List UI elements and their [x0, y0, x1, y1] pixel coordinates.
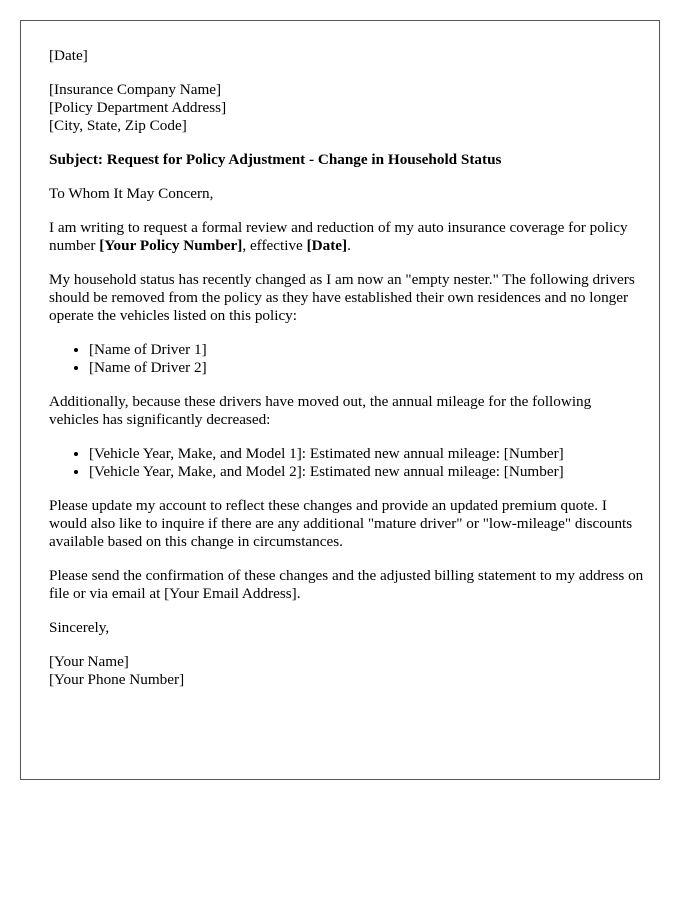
recipient-city-state-zip: [City, State, Zip Code]: [49, 117, 187, 134]
paragraph-request-text-3: .: [347, 237, 351, 254]
driver-list-item: • [Name of Driver 2]: [89, 359, 644, 377]
paragraph-update-request: Please update my account to reflect these changes and provide an updated premium quote. I would also like to inquire if there are any additional "mature driver" or "low-mileage" discounts available based on this change in circumstances.: [49, 497, 633, 550]
recipient-company: [Insurance Company Name]: [49, 81, 222, 98]
letter-content: [49, 47, 644, 705]
paragraph-request-text-2: , effective: [242, 237, 307, 254]
letter-date: [Date]: [49, 47, 88, 64]
paragraph-household-status: My household status has recently changed as I am now an "empty nester." The following drivers should be removed from the policy as they have established their own residences and no longer operate the vehicles listed on this policy:: [49, 271, 635, 324]
signature-name: [Your Name]: [49, 653, 129, 670]
paragraph-request: [49, 219, 644, 255]
vehicle-list-item: • [Vehicle Year, Make, and Model 2]: Estimated new annual mileage: [Number]: [89, 463, 644, 481]
paragraph-confirmation: Please send the confirmation of these changes and the adjusted billing statement to my address on file or via email at [Your Email Address].: [49, 567, 644, 602]
letter-salutation: To Whom It May Concern,: [49, 185, 214, 202]
effective-date-placeholder: [Date]: [306, 237, 348, 254]
driver-list-item: • [Name of Driver 1]: [89, 341, 644, 359]
drivers-list: [49, 341, 644, 377]
recipient-address-block: [49, 81, 644, 135]
letter-subject: Subject: Request for Policy Adjustment - Change in Household Status: [49, 151, 502, 168]
letter-page: [20, 20, 660, 780]
paragraph-mileage: Additionally, because these drivers have moved out, the annual mileage for the following vehicles has significantly decreased:: [49, 393, 592, 428]
paragraph-request-text-1: I am writing to request a formal review and reduction of my auto insurance coverage for policy number: [49, 219, 628, 254]
letter-closing: Sincerely,: [49, 619, 110, 636]
policy-number-placeholder: [Your Policy Number]: [99, 237, 243, 254]
signature-phone: [Your Phone Number]: [49, 671, 185, 688]
vehicle-list-item: • [Vehicle Year, Make, and Model 1]: Estimated new annual mileage: [Number]: [89, 445, 644, 463]
vehicles-list: [49, 445, 644, 481]
signature-block: [49, 653, 644, 689]
recipient-address: [Policy Department Address]: [49, 99, 227, 116]
